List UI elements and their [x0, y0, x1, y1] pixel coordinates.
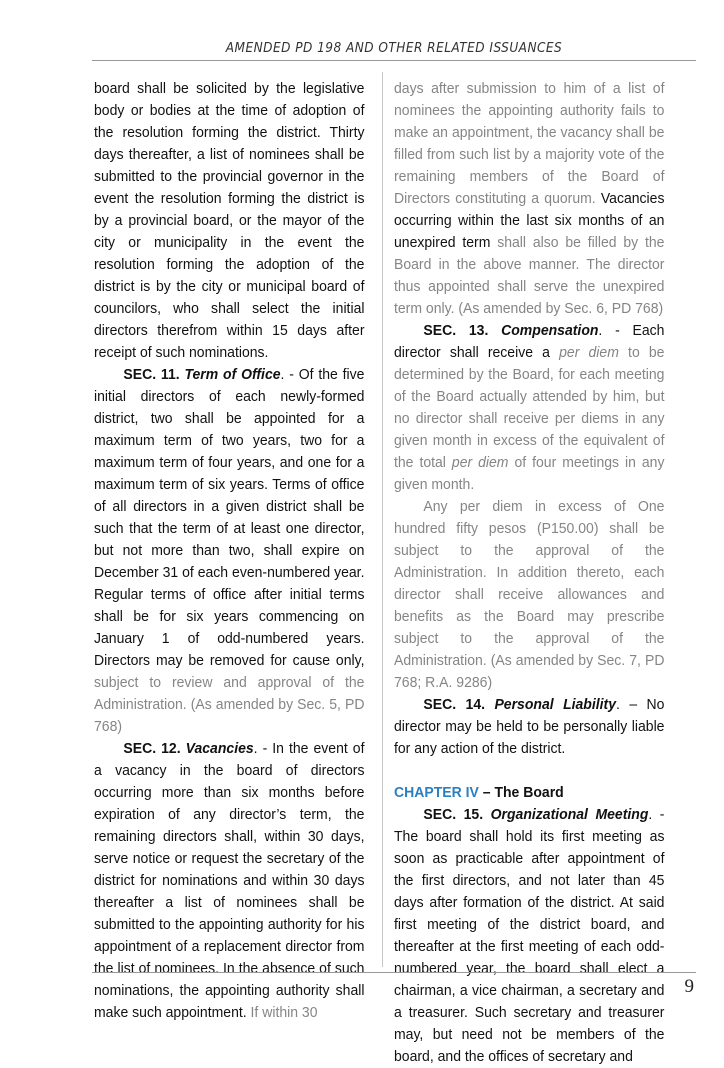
right-column — [394, 78, 664, 1068]
left-column — [94, 78, 364, 1024]
amended-text: days after submission to him of a list of nominees the appointing authority fails to make an appointment, the vacancy shall be filled from such list by a majority vote of the remaining members of the Board of Directors constituting a quorum. — [394, 81, 665, 207]
section-number: SEC. 14. — [423, 697, 486, 713]
section-title: Compensation — [501, 323, 599, 339]
section-body: . - Each director shall receive a — [394, 323, 665, 361]
section-number: SEC. 11. — [123, 367, 180, 383]
amended-text: of four meetings in any given month. — [394, 455, 665, 493]
section-12-continued — [394, 78, 664, 320]
per-diem-term: per diem — [451, 455, 509, 471]
section-13-paragraph-2: Any per diem in excess of One hundred fifty pesos (P150.00) shall be subject to the approval of the Administration. In addition thereto, each director shall receive allowances and benefits as the Board may prescribe subject to the approval of the Administration. (As amended by Sec. 7, PD 768; R.A. 9286) — [394, 499, 665, 691]
running-header: AMENDED PD 198 AND OTHER RELATED ISSUANCES — [225, 40, 563, 56]
chapter-label: CHAPTER IV — [394, 785, 479, 801]
section-12 — [94, 738, 364, 1024]
section-body: . - The board shall hold its first meeting as soon as practicable after appointment of the first directors, and not later than 45 days after formation of the district. At said first meeting of the district board, and thereafter at the first meeting of each odd-numbered year, the board shall elect a chairman, a vice chairman, a secretary and a treasurer. Such secretary and treasurer may, but need not be members of the board, and the offices of secretary and — [394, 807, 665, 1065]
amended-text: subject to review and approval of the Administration. (As amended by Sec. 5, PD 768) — [94, 675, 365, 735]
section-body: Vacancies occurring within the last six months of an unexpired term — [394, 191, 665, 251]
chapter-heading — [394, 782, 664, 804]
amended-text: shall also be filled by the Board in the above manner. The director thus appointed shall serve the unexpired term only. (As amended by Sec. 6, PD 768) — [394, 235, 665, 317]
amended-text: If within 30 — [246, 1005, 318, 1021]
paragraph-continued: board shall be solicited by the legislative body or bodies at the time of adoption of the resolution forming the district. Thirty days thereafter, a list of nominees shall be submitted to the provincial governor in the event the resolution forming the district is by a provincial board, or the mayor of the city or municipality in the event the resolution forming the adoption of the district is by the city or municipal board of councilors, who shall select the initial directors therefrom within 15 days after receipt of such nominations. — [94, 81, 365, 361]
amended-text: to be determined by the Board, for each meeting of the Board actually attended by him, but no director shall receive per diems in any given month in excess of the equivalent of the total — [394, 345, 665, 471]
section-body: . - In the event of a vacancy in the board of directors occurring more than six months before expiration of any director’s term, the remaining directors shall, within 30 days, serve notice or request the secretary of the district for nominations and within 30 days thereafter a list of nominees shall be submitted to the appointing authority for his appointment of a replacement director from the list of nominees. In the absence of such nominations, the appointing authority shall make such appointment. — [94, 741, 365, 1021]
column-divider — [382, 72, 383, 967]
section-number: SEC. 13. — [423, 323, 489, 339]
page-number: 9 — [684, 976, 694, 997]
section-15 — [394, 804, 664, 1068]
section-body: . – No director may be held to be personally liable for any action of the district. — [394, 697, 665, 757]
section-number: SEC. 15. — [423, 807, 484, 823]
footer-rule — [92, 972, 696, 973]
section-13 — [394, 320, 664, 496]
header-rule — [92, 60, 696, 61]
section-title: Vacancies — [185, 741, 254, 757]
chapter-title: – The Board — [478, 785, 564, 801]
section-title: Organizational Meeting — [490, 807, 649, 823]
section-11 — [94, 364, 364, 738]
section-title: Term of Office — [184, 367, 281, 383]
section-title: Personal Liability — [494, 697, 617, 713]
per-diem-term: per diem — [559, 345, 619, 361]
section-body: . - Of the five initial directors of each newly-formed district, two shall be appointed for a maximum term of two years, two for a maximum term of four years, and one for a maximum term of six years. Terms of office of all directors in a given district shall be such that the term of at least one director, but not more than two, shall expire on December 31 of each even-numbered year. Regular terms of office after initial terms shall be for six years commencing on January 1 of odd-numbered years. Directors may be removed for cause only, — [94, 367, 365, 669]
section-number: SEC. 12. — [123, 741, 181, 757]
section-14 — [394, 694, 664, 760]
